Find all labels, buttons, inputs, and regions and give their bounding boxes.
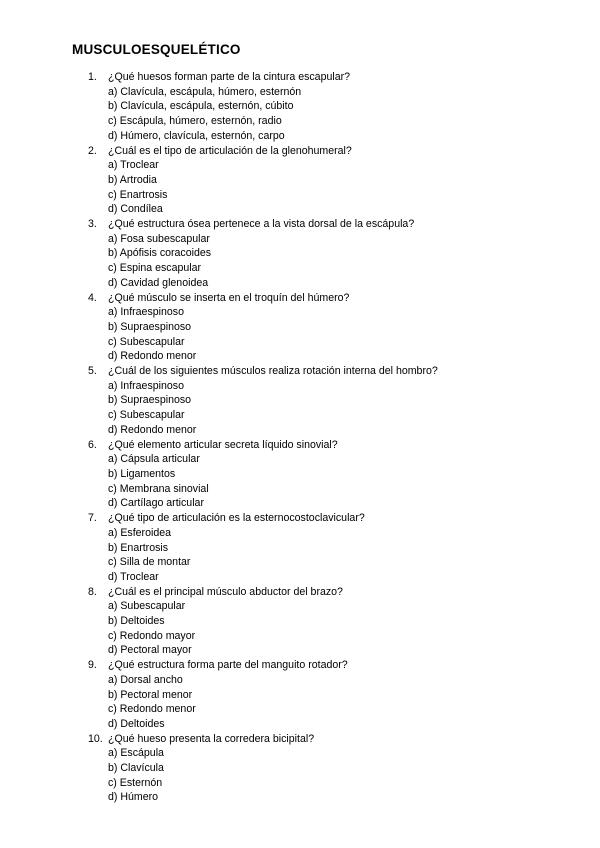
answer-option: b) Apófisis coracoides	[108, 247, 212, 260]
answer-option: c) Subescapular	[108, 409, 185, 422]
answer-option: a) Cápsula articular	[108, 453, 200, 466]
question-text: ¿Cuál de los siguientes músculos realiza rotación interna del hombro?	[108, 365, 438, 378]
answer-option: b) Clavícula	[108, 762, 164, 775]
answer-option: a) Infraespinoso	[108, 306, 184, 319]
answer-option: a) Subescapular	[108, 600, 186, 613]
question-list	[0, 70, 600, 805]
answer-option: a) Clavícula, escápula, húmero, esternón	[108, 85, 302, 98]
answer-option: b) Supraespinoso	[108, 394, 192, 407]
page-title: MUSCULOESQUELÉTICO	[72, 42, 241, 57]
question-item	[0, 217, 600, 291]
question-text: ¿Qué músculo se inserta en el troquín del húmero?	[108, 291, 350, 304]
answer-option: d) Redondo menor	[108, 423, 197, 436]
question-text: ¿Qué elemento articular secreta líquido sinovial?	[108, 438, 338, 451]
answer-option: d) Troclear	[108, 570, 159, 583]
question-text: ¿Qué huesos forman parte de la cintura escapular?	[108, 71, 351, 83]
answer-option: b) Supraespinoso	[108, 320, 192, 333]
answer-option: c) Silla de montar	[108, 556, 191, 569]
answer-option: a) Dorsal ancho	[108, 673, 183, 686]
answer-option: d) Deltoides	[108, 717, 165, 730]
question-number: 6.	[88, 438, 97, 451]
answer-option: b) Pectoral menor	[108, 688, 193, 701]
question-text: ¿Cuál es el tipo de articulación de la glenohumeral?	[108, 144, 352, 157]
answer-option: b) Artrodia	[108, 173, 157, 186]
answer-option: a) Fosa subescapular	[108, 232, 210, 245]
question-text: ¿Cuál es el principal músculo abductor del brazo?	[108, 585, 343, 598]
question-number: 4.	[88, 291, 97, 304]
answer-option: a) Infraespinoso	[108, 379, 184, 392]
answer-option: b) Enartrosis	[108, 541, 169, 554]
question-item	[0, 291, 600, 365]
answer-option: d) Cavidad glenoidea	[108, 276, 209, 289]
answer-option: d) Húmero	[108, 791, 159, 804]
question-number: 10.	[88, 732, 103, 745]
question-item	[0, 70, 600, 144]
answer-option: d) Redondo menor	[108, 350, 197, 363]
question-item	[0, 511, 600, 585]
question-item	[0, 732, 600, 806]
answer-option: b) Deltoides	[108, 615, 165, 628]
answer-option: a) Esferoidea	[108, 526, 172, 539]
answer-option: c) Enartrosis	[108, 188, 168, 201]
question-number: 1.	[88, 71, 97, 83]
question-text: ¿Qué estructura forma parte del manguito rotador?	[108, 659, 348, 672]
question-item	[0, 585, 600, 659]
answer-option: a) Escápula	[108, 747, 164, 760]
question-item	[0, 144, 600, 218]
answer-option: c) Redondo menor	[108, 703, 196, 716]
answer-option: d) Pectoral mayor	[108, 644, 192, 657]
question-number: 9.	[88, 659, 97, 672]
question-number: 8.	[88, 585, 97, 598]
question-item	[0, 438, 600, 512]
answer-option: c) Subescapular	[108, 335, 185, 348]
question-text: ¿Qué tipo de articulación es la esternocostoclavicular?	[108, 512, 365, 525]
answer-option: d) Húmero, clavícula, esternón, carpo	[108, 129, 285, 142]
answer-option: c) Membrana sinovial	[108, 482, 209, 495]
answer-option: d) Condílea	[108, 203, 163, 216]
answer-option: c) Espina escapular	[108, 262, 202, 275]
answer-option: c) Esternón	[108, 776, 163, 789]
answer-option: c) Redondo mayor	[108, 629, 196, 642]
question-text: ¿Qué estructura ósea pertenece a la vista dorsal de la escápula?	[108, 218, 415, 231]
answer-option: b) Ligamentos	[108, 467, 176, 480]
answer-option: d) Cartílago articular	[108, 497, 204, 510]
question-item	[0, 364, 600, 438]
question-number: 7.	[88, 512, 97, 525]
question-number: 3.	[88, 218, 97, 231]
answer-option: c) Escápula, húmero, esternón, radio	[108, 115, 282, 128]
question-number: 2.	[88, 144, 97, 157]
question-text: ¿Qué hueso presenta la corredera bicipital?	[108, 732, 315, 745]
answer-option: b) Clavícula, escápula, esternón, cúbito	[108, 100, 294, 113]
question-item	[0, 658, 600, 732]
question-number: 5.	[88, 365, 97, 378]
answer-option: a) Troclear	[108, 159, 159, 172]
